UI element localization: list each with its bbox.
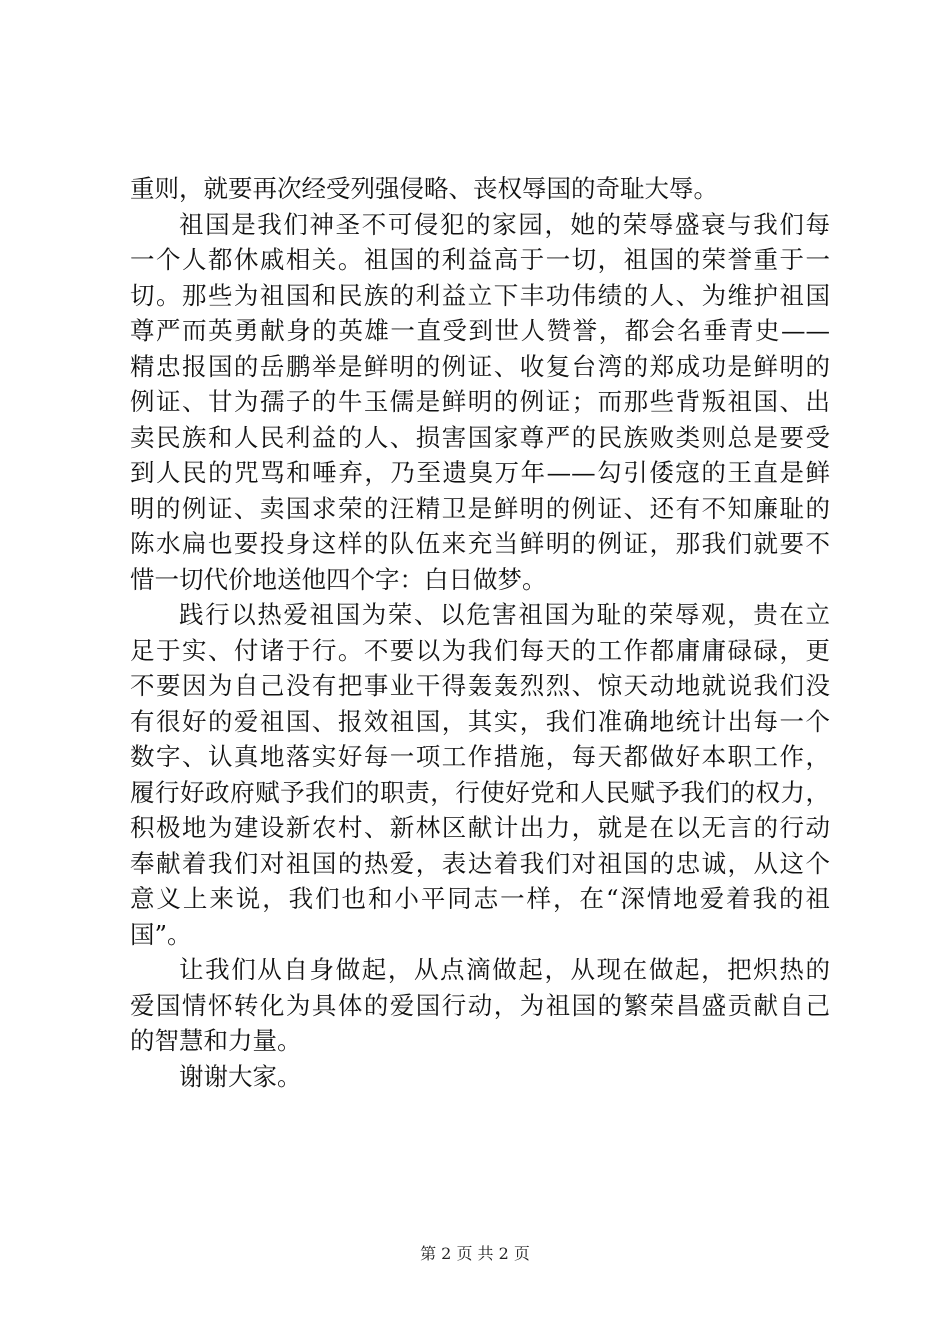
text-line: 不要因为自己没有把事业干得轰轰烈烈、惊天动地就说我们没 — [130, 671, 830, 700]
text-line: 谢谢大家。 — [179, 1061, 302, 1091]
text-line: 履行好政府赋予我们的职责，行使好党和人民赋予我们的权力， — [130, 777, 830, 807]
text-line: 明的例证、卖国求荣的汪精卫是鲜明的例证、还有不知廉耻的 — [130, 493, 830, 523]
text-line: 爱国情怀转化为具体的爱国行动，为祖国的繁荣昌盛贡献自己 — [130, 990, 830, 1020]
text-line: 切。那些为祖国和民族的利益立下丰功伟绩的人、为维护祖国 — [130, 280, 830, 310]
text-line: 的智慧和力量。 — [130, 1026, 302, 1055]
text-line: 重则，就要再次经受列强侵略、丧权辱国的奇耻大辱。 — [130, 174, 718, 203]
text-line: 尊严而英勇献身的英雄一直受到世人赞誉，都会名垂青史—— — [130, 316, 830, 345]
text-line: 国”。 — [130, 919, 192, 949]
text-line: 精忠报国的岳鹏举是鲜明的例证、收复台湾的郑成功是鲜明的 — [130, 351, 830, 381]
text-line: 意义上来说，我们也和小平同志一样，在“深情地爱着我的祖 — [130, 884, 830, 913]
text-line: 奉献着我们对祖国的热爱，表达着我们对祖国的忠诚，从这个 — [130, 848, 830, 878]
page-footer: 第 2 页 共 2 页 — [420, 1244, 530, 1263]
text-line: 积极地为建设新农村、新林区献计出力，就是在以无言的行动 — [130, 813, 830, 842]
text-line: 有很好的爱祖国、报效祖国，其实，我们准确地统计出每一个 — [130, 706, 830, 736]
text-line: 惜一切代价地送他四个字：白日做梦。 — [130, 564, 547, 594]
text-line: 祖国是我们神圣不可侵犯的家园，她的荣辱盛衰与我们每 — [179, 209, 830, 239]
text-line: 卖民族和人民利益的人、损害国家尊严的民族败类则总是要受 — [130, 422, 830, 452]
text-line: 到人民的咒骂和唾弃，乃至遗臭万年——勾引倭寇的王直是鲜 — [130, 458, 830, 487]
document-body — [130, 171, 830, 1094]
text-line: 让我们从自身做起，从点滴做起，从现在做起，把炽热的 — [179, 955, 830, 984]
text-line: 例证、甘为孺子的牛玉儒是鲜明的例证；而那些背叛祖国、出 — [130, 387, 830, 416]
text-line: 数字、认真地落实好每一项工作措施，每天都做好本职工作， — [130, 742, 830, 771]
text-line: 一个人都休戚相关。祖国的利益高于一切，祖国的荣誉重于一 — [130, 245, 830, 274]
text-line: 足于实、付诸于行。不要以为我们每天的工作都庸庸碌碌，更 — [130, 635, 830, 665]
text-line: 践行以热爱祖国为荣、以危害祖国为耻的荣辱观，贵在立 — [179, 600, 830, 629]
text-line: 陈水扁也要投身这样的队伍来充当鲜明的例证，那我们就要不 — [130, 529, 830, 558]
